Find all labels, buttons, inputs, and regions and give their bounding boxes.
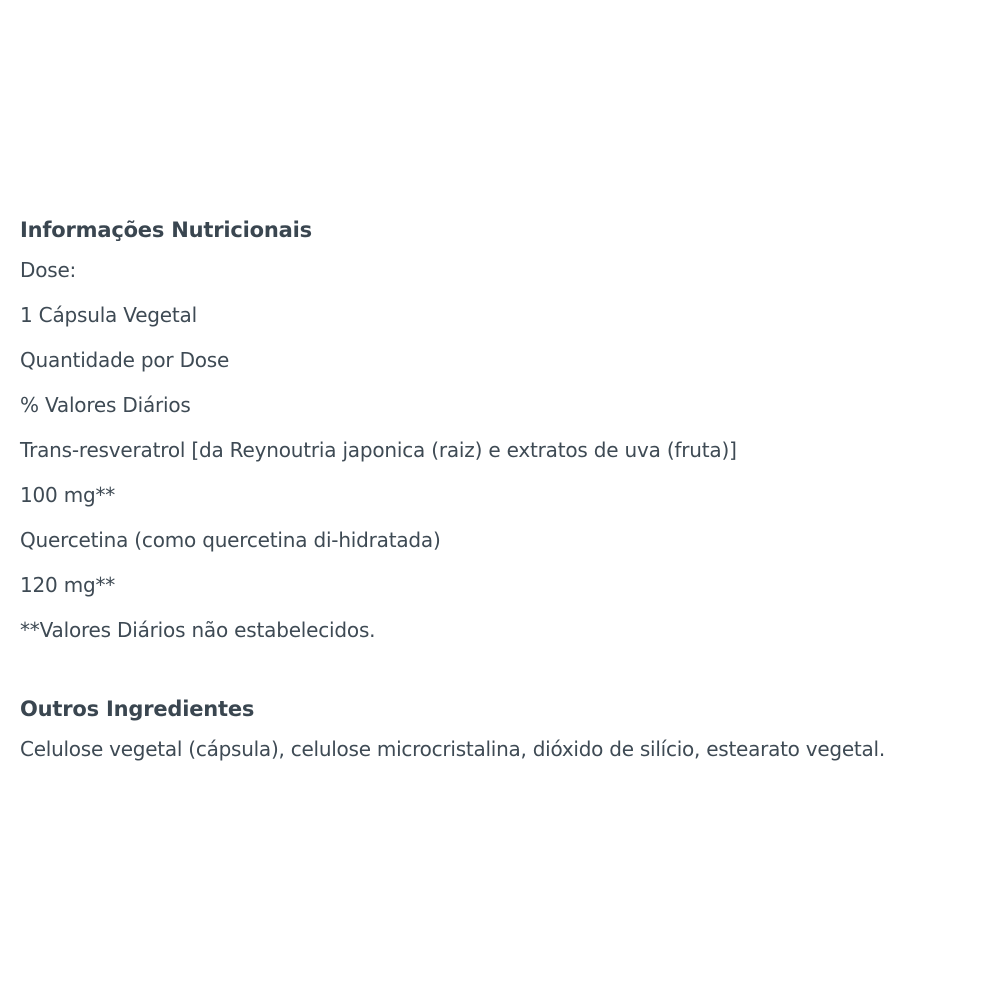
daily-values-footnote: **Valores Diários não estabelecidos.	[20, 618, 376, 642]
ingredient-trans-resveratrol-amount: 100 mg**	[20, 483, 116, 507]
daily-values-label: % Valores Diários	[20, 393, 191, 417]
ingredient-quercetin: Quercetina (como quercetina di-hidratada)	[20, 528, 441, 552]
nutrition-facts-heading: Informações Nutricionais	[20, 218, 312, 242]
section-spacer	[20, 653, 995, 691]
amount-per-dose-label: Quantidade por Dose	[20, 348, 230, 372]
ingredient-quercetin-amount: 120 mg**	[20, 573, 116, 597]
dose-value: 1 Cápsula Vegetal	[20, 303, 197, 327]
other-ingredients-heading: Outros Ingredientes	[20, 697, 255, 721]
other-ingredients-text: Celulose vegetal (cápsula), celulose microcristalina, dióxido de silício, estearato vegetal.	[20, 737, 885, 761]
dose-label: Dose:	[20, 258, 77, 282]
product-info-section	[20, 212, 995, 772]
ingredient-trans-resveratrol: Trans-resveratrol [da Reynoutria japonica (raiz) e extratos de uva (fruta)]	[20, 438, 737, 462]
